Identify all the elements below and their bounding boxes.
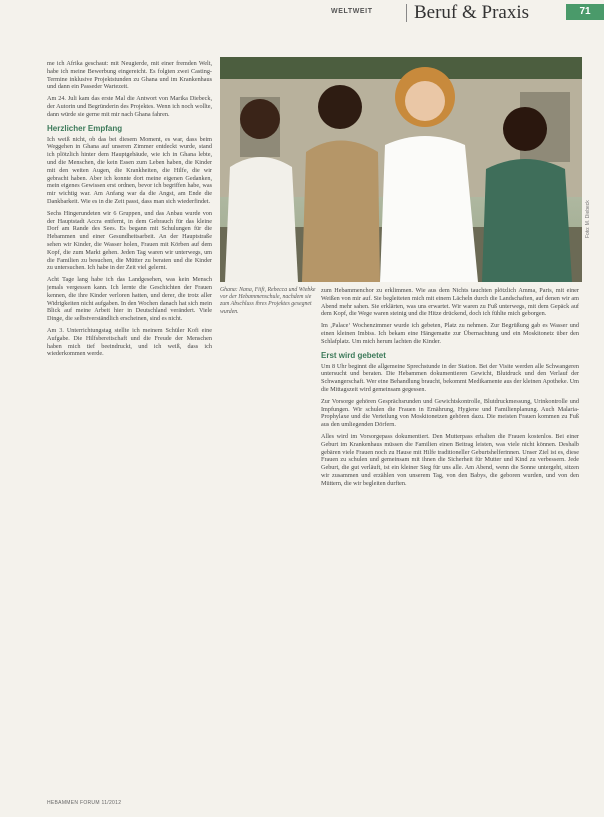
paragraph: Ich weiß nicht, ob das bei diesem Moment, es war, dass beim Weggehen in Ghana auf unseren Zimmer entdeckt wurde, stand ich plötzlich hinter dem Hauptgebäude, wie ich in Ghana lebte, und die Menschen, die kein Essen zum Leben haben, die Kinder mit den weiten Augen, die Krankheiten, die Hilfe, die wir gebracht haben. Aber ich konnte dort meine eigenen Gedanken, mein eigenes Gewissen erst ordnen, bevor ich begriffen habe, was mir wichtig war. Am Anfang war da die Angst, am Ende die Dankbarkeit. Wie es in die Zeit passt, dass man sich wiederfindet. <box>47 135 212 205</box>
intro-paragraph: me ich Afrika geschaut: mit Neugierde, mit einer fremden Welt, habe ich meine Bewerbung eingereicht. Es folgten zwei Casting-Termine inklusive Projektstunden zu Ghana und im Krankenhaus und dann ein Passeder Wartezeit. <box>47 60 212 91</box>
paragraph: Sechs Hingerundeten wir 6 Gruppen, und das Anbau wurde von der Hauptstadt Accra entfernt, in dem Gebrauch für das kleine Dorf am Rande des Sees. Es begann mit Schulungen für die Hebammen und einer Gesundheitsarbeit. An der Hauptstraße sehen wir Kinder, die Wasser holen, Frauen mit Körben auf dem Kopf, die zum Markt gehen. Jeden Tag waren wir unterwegs, um die Familien zu besuchen, die Mütter zu beraten und die Kinder zu untersuchen. Ich habe in der Zeit viel gelernt. <box>47 209 212 272</box>
photo-caption: Ghana: Nana, Fiifi, Rebecca und Wiebke vor der Hebammenschule, nachdem sie zum Abschluss ihres Projektes gesegnet wurden. <box>220 287 316 315</box>
paragraph: Am 3. Unterrichtungstag stellte ich meinem Schüler Kofi eine Aufgabe. Die Hilfsbereitschaft und die Freude der Menschen haben mich tief beeindruckt, und ich weiß, dass ich wiederkommen werde. <box>47 326 212 358</box>
page-number: 71 <box>566 4 604 20</box>
paragraph: Am 24. Juli kam das erste Mal die Antwort von Marika Diebeck, der Autorin und Begründerin des Projektes. Wenn ich noch wollte, dann würde sie gerne mit mir nach Ghana fahren. <box>47 95 212 118</box>
article-photo <box>220 57 582 282</box>
section-title: Beruf & Praxis <box>414 2 530 23</box>
article-column-left <box>47 60 212 795</box>
subheading-herzlicher-empfang: Herzlicher Empfang <box>47 123 123 133</box>
photo-credit: Foto: M. Diebeck <box>585 200 591 238</box>
paragraph: Acht Tage lang habe ich das Landgesehen, was kein Mensch jemals vergessen kann. Ich lernte die Geschichten der Frauen kennen, die ihre Kinder verloren hatten, und derer, die trotz aller Widrigkeiten nicht aufgaben. In den Wochen danach hat sich mein Blick auf meine Arbeit hier in Deutschland verändert. Viele Dinge, die selbstverständlich erscheinen, sind es nicht. <box>47 276 212 323</box>
paragraph: Um 8 Uhr beginnt die allgemeine Sprechstunde in der Station. Bei der Visite werden alle Schwangeren untersucht und beraten. Die Hebammen dokumentieren Gewicht, Blutdruck und den Verlauf der Schwangerschaft. Wer eine Behandlung braucht, bekommt Medikamente aus der kleinen Apotheke. Um die Mittagszeit wird gemeinsam gegessen. <box>321 362 579 393</box>
page-footer: HEBAMMEN FORUM 11/2012 <box>47 800 122 806</box>
section-label: WELTWEIT <box>331 8 373 15</box>
photo-four-women <box>220 57 582 282</box>
paragraph: Im ‚Palace‘ Wochenzimmer wurde ich gebeten, Platz zu nehmen. Zur Begrüßung gab es Wasser und einen kleinen Imbiss. Ich bekam eine Hängematte zur Übernachtung und ein Moskitonetz über den Schlafplatz. Um mich herum lachten die Kinder. <box>321 322 579 345</box>
article-column-right <box>321 287 579 792</box>
page-header <box>0 0 604 30</box>
subheading-erst-wird-gebetet: Erst wird gebetet <box>321 350 386 360</box>
paragraph: zum Hebammenchor zu erklimmen. Wie aus dem Nichts tauchten plötzlich Amma, Paris, mit einer Weißen von mir auf. Sie begleiteten mich mit einem Lächeln durch die Landschaften, auf denen wir am Abend mehr sahen. Sie erklärten, was uns erwartet. Wir waren zu Fuß unterwegs, mit dem Gepäck auf dem Kopf, die Wege waren steinig und die Hitze drückend, doch ich fühlte mich geborgen. <box>321 287 579 318</box>
header-divider <box>406 4 407 22</box>
paragraph: Zur Vorsorge gehören Gesprächsrunden und Gewichtskontrolle, Blutdruckmessung, Urinkontrolle und Impfungen. Wir schulen die Frauen in Ernährung, Hygiene und Familienplanung. Auch Malaria-Prophylaxe und die Verteilung von Moskitonetzen gehören dazu. Die meisten Frauen kommen zu Fuß aus den umliegenden Dörfern. <box>321 397 579 429</box>
paragraph: Alles wird im Vorsorgepass dokumentiert. Den Mutterpass erhalten die Frauen kostenlos. Bei einer Geburt im Krankenhaus müssen die Familien einen Beitrag leisten, was viele nicht können. Deshalb gebären viele Frauen noch zu Hause mit Hilfe traditioneller Geburtshelferinnen. Unser Ziel ist es, diese Frauen zu schulen und gemeinsam mit ihnen die Sicherheit für Mutter und Kind zu verbessern. Jede Geburt, die gut verläuft, ist ein kleiner Sieg für uns alle. Am Abend, wenn die Sonne untergeht, sitzen wir zusammen und erzählen von unserem Tag, von den Babys, die geboren wurden, und von den Müttern, die wir begleiten durften. <box>321 432 579 487</box>
